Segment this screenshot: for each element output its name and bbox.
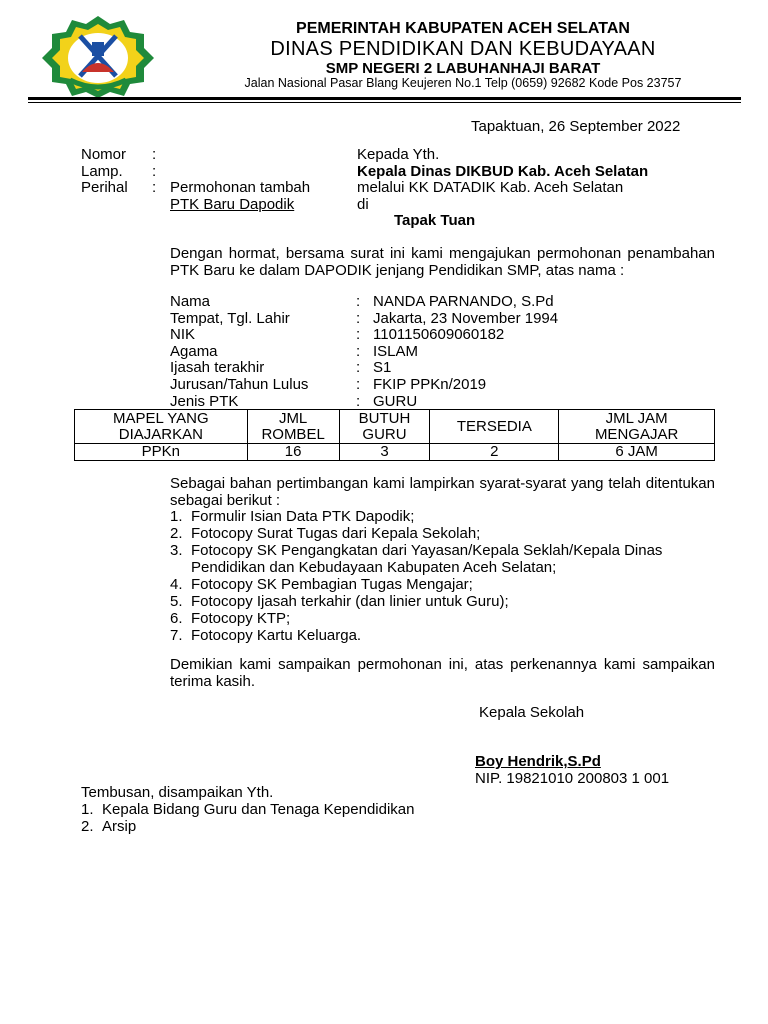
list-item [170, 610, 715, 627]
identity-label: Jenis PTK [170, 392, 239, 410]
nomor-colon: : [152, 146, 157, 163]
list-item-number: 6. [170, 610, 183, 627]
table-cell: 6 JAM [559, 444, 715, 461]
cc-list [81, 801, 501, 835]
list-item-number: 4. [170, 576, 183, 593]
table-header-line1: JML JAM [605, 409, 668, 427]
perihal-colon: : [152, 179, 157, 196]
table-header-line1: JML [278, 409, 308, 427]
letterhead-divider-thin [28, 102, 741, 103]
recipient-di: di [357, 196, 369, 213]
list-item-number: 1. [81, 801, 94, 818]
table-header-cell [430, 410, 559, 444]
closing-text: Demikian kami sampaikan permohonan ini, atas perkenannya kami sampaikan terima kasih. [170, 656, 715, 690]
list-item-number: 2. [170, 525, 183, 542]
list-item-text: Arsip [102, 818, 137, 835]
list-item-text: Fotocopy SK Pengangkatan dari Yayasan/Kepala Seklah/Kepala Dinas Pendidikan dan Kebudayaan Kabupaten Aceh Selatan; [191, 542, 663, 576]
identity-label: Tempat, Tgl. Lahir [170, 309, 290, 327]
identity-value: GURU [373, 392, 418, 410]
intro-paragraph [170, 245, 715, 279]
school-logo [40, 14, 156, 98]
list-item [170, 576, 715, 593]
cc-heading: Tembusan, disampaikan Yth. [81, 784, 274, 801]
identity-label: NIK [170, 326, 196, 344]
list-item-text: Fotocopy SK Pembagian Tugas Mengajar; [191, 576, 473, 593]
list-item-number: 5. [170, 593, 183, 610]
list-item [81, 818, 501, 835]
list-item-number: 2. [81, 818, 94, 835]
list-item-text: Kepala Bidang Guru dan Tenaga Kependidikan [102, 801, 415, 818]
identity-label: Jurusan/Tahun Lulus [170, 376, 309, 393]
letterhead-divider-thick [28, 97, 741, 100]
table-header-cell [339, 410, 430, 444]
table-row [75, 444, 715, 461]
table-header-cell [247, 410, 339, 444]
identity-value: Jakarta, 23 November 1994 [373, 309, 559, 327]
table-header-cell [75, 410, 248, 444]
lamp-colon: : [152, 163, 157, 180]
list-item-text: Fotocopy KTP; [191, 610, 291, 627]
table-cell: 3 [339, 444, 430, 461]
identity-colon: : [356, 326, 361, 344]
closing-paragraph [170, 656, 715, 690]
list-item-text: Fotocopy Kartu Keluarga. [191, 627, 362, 644]
list-item-number: 7. [170, 627, 183, 644]
table-header-cell [559, 410, 715, 444]
perihal-line1: Permohonan tambah [170, 179, 311, 196]
table-header-line1: BUTUH [358, 409, 411, 427]
attachments-intro-text: Sebagai bahan pertimbangan kami lampirkan syarat-syarat yang telah ditentukan sebagai berikut : [170, 475, 715, 509]
list-item-number: 3. [170, 542, 183, 559]
table-header-line2: DIAJARKAN [118, 425, 203, 443]
identity-value: ISLAM [373, 342, 419, 360]
identity-colon: : [356, 293, 361, 310]
letterhead-department: DINAS PENDIDIKAN DAN KEBUDAYAAN [270, 38, 656, 60]
list-item [170, 593, 715, 610]
identity-colon: : [356, 342, 361, 360]
intro-text: Dengan hormat, bersama surat ini kami mengajukan permohonan penambahan PTK Baru ke dalam DAPODIK jenjang Pendidikan SMP, atas nama : [170, 245, 715, 279]
list-item [170, 525, 715, 542]
identity-value: 1101150609060182 [373, 326, 505, 344]
attachments-list [170, 508, 715, 644]
letterhead-government: PEMERINTAH KABUPATEN ACEH SELATAN [296, 20, 630, 37]
identity-colon: : [356, 376, 361, 393]
identity-colon: : [356, 309, 361, 327]
signature-title: Kepala Sekolah [479, 704, 585, 721]
perihal-line2: PTK Baru Dapodik [170, 196, 295, 213]
nomor-label: Nomor [81, 146, 127, 163]
recipient-name: Kepala Dinas DIKBUD Kab. Aceh Selatan [357, 163, 649, 180]
identity-value: NANDA PARNANDO, S.Pd [373, 293, 554, 310]
ptk-table [74, 409, 715, 461]
letter-date: Tapaktuan, 26 September 2022 [471, 118, 681, 135]
recipient-greeting: Kepada Yth. [357, 146, 440, 163]
recipient-city: Tapak Tuan [394, 212, 476, 229]
identity-label: Agama [170, 342, 218, 360]
table-header-line1: MAPEL YANG [113, 409, 209, 427]
table-header-line2: ROMBEL [261, 425, 325, 443]
list-item [81, 801, 501, 818]
identity-value: S1 [373, 359, 392, 377]
list-item [170, 508, 715, 525]
list-item [170, 627, 715, 644]
list-item-text: Fotocopy Surat Tugas dari Kepala Sekolah; [191, 525, 481, 542]
identity-colon: : [356, 392, 361, 410]
recipient-via: melalui KK DATADIK Kab. Aceh Selatan [357, 179, 624, 196]
list-item [170, 542, 715, 576]
lamp-label: Lamp. [81, 163, 123, 180]
list-item-text: Formulir Isian Data PTK Dapodik; [191, 508, 415, 525]
signature-name: Boy Hendrik,S.Pd [475, 753, 601, 770]
table-cell: PPKn [75, 444, 248, 461]
letterhead-address: Jalan Nasional Pasar Blang Keujeren No.1 Telp (0659) 92682 Kode Pos 23757 [244, 76, 682, 90]
identity-value: FKIP PPKn/2019 [373, 376, 487, 393]
table-header-line2: MENGAJAR [594, 425, 679, 443]
table-header-line1: TERSEDIA [456, 417, 532, 435]
signature-nip: NIP. 19821010 200803 1 001 [475, 770, 670, 787]
identity-label: Nama [170, 293, 211, 310]
letterhead-school: SMP NEGERI 2 LABUHANHAJI BARAT [325, 60, 601, 77]
identity-label: Ijasah terakhir [170, 359, 265, 377]
perihal-label: Perihal [81, 179, 128, 196]
identity-colon: : [356, 359, 361, 377]
table-cell: 16 [247, 444, 339, 461]
attachments-intro [170, 475, 715, 509]
list-item-text: Fotocopy Ijasah terkahir (dan linier untuk Guru); [191, 593, 509, 610]
table-cell: 2 [430, 444, 559, 461]
list-item-number: 1. [170, 508, 183, 525]
table-header-row [75, 410, 715, 444]
table-header-line2: GURU [362, 425, 407, 443]
